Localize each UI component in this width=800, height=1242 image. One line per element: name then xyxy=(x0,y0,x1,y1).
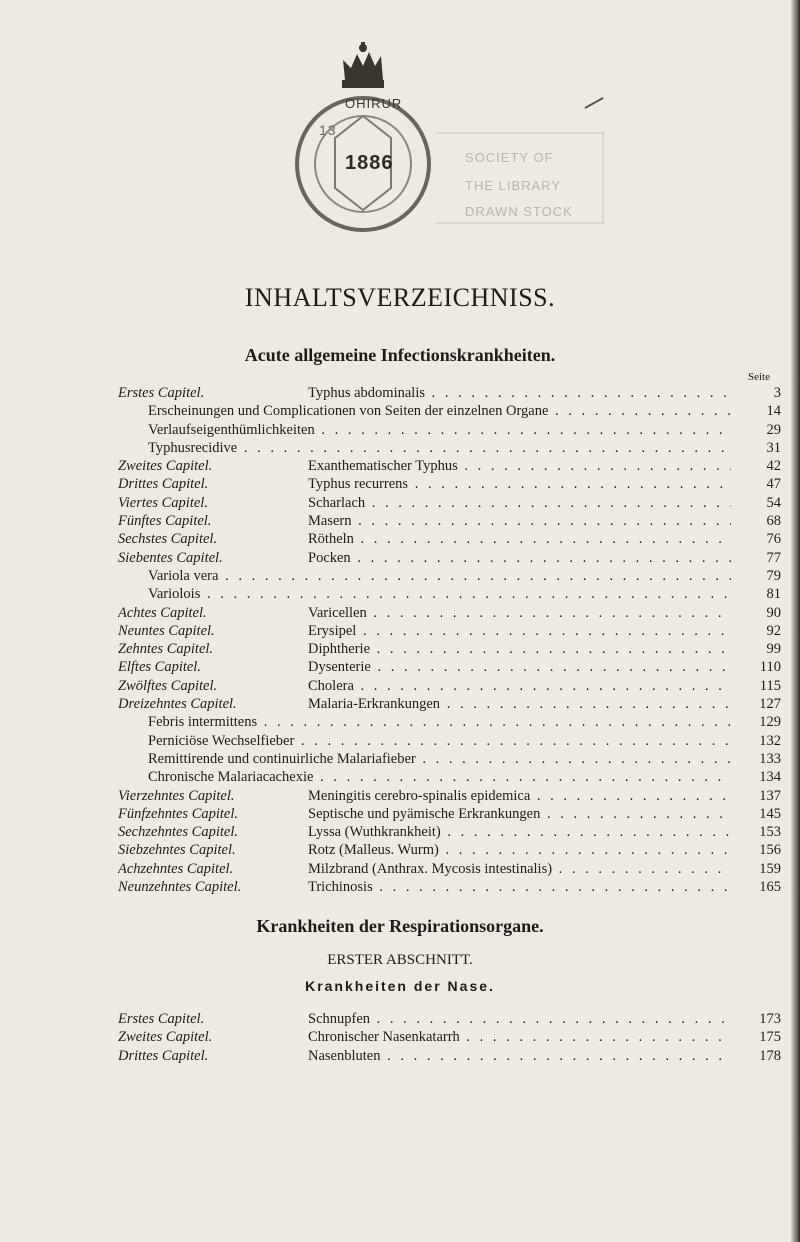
page-number: 129 xyxy=(759,714,781,731)
chapter-label: Sechzehntes Capitel. xyxy=(118,824,239,841)
section-title-respiration: Krankheiten der Respirationsorgane. xyxy=(256,916,544,936)
page-number: 29 xyxy=(766,421,781,438)
toc-entry-label xyxy=(118,494,731,512)
page-number: 3 xyxy=(773,385,781,401)
entry-title: Varicellen xyxy=(308,604,367,621)
chapter-label: Fünftes Capitel. xyxy=(118,513,212,530)
toc-entry xyxy=(118,384,781,402)
toc-entry xyxy=(118,421,781,439)
page-number: 79 xyxy=(766,567,781,584)
page-number: 132 xyxy=(759,732,781,749)
toc-entry-label xyxy=(118,768,731,786)
toc-entry xyxy=(118,841,781,859)
toc-section-infection xyxy=(118,384,781,896)
subsubsection-title: Krankheiten der Nase. xyxy=(305,978,495,994)
entry-title: Septische und pyämische Erkrankungen xyxy=(308,805,541,822)
entry-title: Masern xyxy=(308,513,352,530)
entry-title: Perniciöse Wechselfieber xyxy=(148,732,295,749)
entry-title: Remittirende und continuirliche Malariafieber xyxy=(148,750,416,767)
toc-entry xyxy=(118,677,781,695)
page-number: 54 xyxy=(766,494,781,511)
page-number: 77 xyxy=(766,549,781,566)
toc-entry-label xyxy=(118,402,731,420)
toc-entry-label xyxy=(118,640,731,658)
chapter-label: Siebzehntes Capitel. xyxy=(118,842,236,859)
chapter-label: Zehntes Capitel. xyxy=(118,641,214,658)
toc-entry xyxy=(118,823,781,841)
chapter-label: Achzehntes Capitel. xyxy=(118,860,234,877)
entry-title: Cholera xyxy=(308,677,354,694)
toc-entry-label xyxy=(118,787,731,805)
stamp-ring-text: OHIRUR xyxy=(345,96,403,111)
toc-entry xyxy=(118,402,781,420)
page-edge xyxy=(791,0,800,1242)
chapter-label: Erstes Capitel. xyxy=(118,1011,205,1027)
toc-entry xyxy=(118,878,781,896)
chapter-label: Neunzehntes Capitel. xyxy=(118,879,242,896)
entry-title: Chronische Malariacachexie xyxy=(148,769,314,786)
toc-entry-label xyxy=(118,530,731,548)
toc-entry-label xyxy=(118,512,731,530)
toc-entry xyxy=(118,1047,781,1065)
chapter-label: Achtes Capitel. xyxy=(118,604,207,621)
entry-title: Dysenterie xyxy=(308,659,371,676)
toc-entry xyxy=(118,604,781,622)
stamp-side-line-1: SOCIETY OF xyxy=(465,150,554,165)
entry-title: Schnupfen xyxy=(308,1011,371,1027)
page-number: 145 xyxy=(759,805,781,822)
toc-entry xyxy=(118,585,781,603)
chapter-label: Drittes Capitel. xyxy=(118,1047,209,1064)
chapter-label: Zweites Capitel. xyxy=(118,1029,213,1046)
entry-title: Malaria-Erkrankungen xyxy=(308,696,441,713)
entry-title: Pocken xyxy=(308,549,351,566)
stamp-side-line-2: THE LIBRARY xyxy=(465,178,562,193)
entry-title: Trichinosis xyxy=(308,879,373,896)
entry-title: Lyssa (Wuthkrankheit) xyxy=(308,824,441,841)
toc-entry-label xyxy=(118,384,731,402)
toc-entry xyxy=(118,494,781,512)
entry-title: Typhus recurrens xyxy=(308,476,409,493)
chapter-label: Dreizehntes Capitel. xyxy=(118,696,237,713)
toc-entry xyxy=(118,530,781,548)
chapter-label: Viertes Capitel. xyxy=(118,494,208,511)
toc-entry-label xyxy=(118,604,731,622)
entry-title: Scharlach xyxy=(308,494,366,511)
page-number: 110 xyxy=(759,659,781,676)
page-number: 159 xyxy=(759,860,781,877)
toc-entry xyxy=(118,439,781,457)
page-number: 156 xyxy=(759,842,781,859)
page-number: 153 xyxy=(759,824,781,841)
toc-entry xyxy=(118,658,781,676)
toc-entry xyxy=(118,475,781,493)
page-number: 31 xyxy=(766,439,781,456)
toc-entry xyxy=(118,622,781,640)
entry-title: Typhusrecidive xyxy=(148,439,238,456)
page-number: 99 xyxy=(766,641,781,658)
section-title-infection: Acute allgemeine Infectionskrankheiten. xyxy=(244,345,556,365)
entry-title: Exanthematischer Typhus xyxy=(308,458,458,475)
stamp-year: 1886 xyxy=(345,152,394,174)
chapter-label: Erstes Capitel. xyxy=(118,385,205,401)
entry-title: Diphtherie xyxy=(308,641,371,658)
toc-entry-label xyxy=(118,841,731,859)
chapter-label: Sechstes Capitel. xyxy=(118,531,218,548)
entry-title: Milzbrand (Anthrax. Mycosis intestinalis) xyxy=(308,860,553,877)
entry-title: Typhus abdominalis xyxy=(308,385,425,401)
entry-title: Variolois xyxy=(148,586,201,603)
toc-section-respiration xyxy=(118,1010,781,1065)
page-number: 178 xyxy=(759,1047,781,1064)
toc-entry-label xyxy=(118,1047,731,1065)
entry-title: Erysipel xyxy=(308,622,357,639)
toc-entry xyxy=(118,640,781,658)
toc-entry-label xyxy=(118,823,731,841)
page-number: 133 xyxy=(759,750,781,767)
toc-entry-label xyxy=(118,421,731,439)
toc-entry-label xyxy=(118,878,731,896)
toc-entry xyxy=(118,768,781,786)
toc-entry-label xyxy=(118,805,731,823)
chapter-label: Siebentes Capitel. xyxy=(118,549,223,566)
subsection-title: ERSTER ABSCHNITT. xyxy=(327,952,473,968)
page-number: 137 xyxy=(759,787,781,804)
toc-entry-label xyxy=(118,677,731,695)
toc-entry xyxy=(118,549,781,567)
toc-entry xyxy=(118,1028,781,1046)
toc-entry-label xyxy=(118,549,731,567)
toc-entry-label xyxy=(118,732,731,750)
toc-entry xyxy=(118,457,781,475)
entry-title: Chronischer Nasenkatarrh xyxy=(308,1029,460,1046)
page-number: 165 xyxy=(759,879,781,896)
toc-entry-label xyxy=(118,585,731,603)
page-number: 42 xyxy=(766,458,781,475)
page-number: 175 xyxy=(759,1029,781,1046)
page-column-label: Seite xyxy=(748,371,770,383)
page-number: 68 xyxy=(766,513,781,530)
library-stamp xyxy=(285,38,615,270)
entry-title: Erscheinungen und Complicationen von Seiten der einzelnen Organe xyxy=(148,403,549,420)
toc-entry xyxy=(118,713,781,731)
toc-entry-label xyxy=(118,439,731,457)
toc-entry-label xyxy=(118,1028,731,1046)
page-number: 81 xyxy=(766,586,781,603)
page-number: 47 xyxy=(766,476,781,493)
entry-title: Rötheln xyxy=(308,531,354,548)
toc-entry-label xyxy=(118,713,731,731)
entry-title: Variola vera xyxy=(148,567,219,584)
crown-seal-icon xyxy=(285,38,615,270)
entry-title: Nasenbluten xyxy=(308,1047,381,1064)
page-number: 76 xyxy=(766,531,781,548)
toc-entry-label xyxy=(118,860,731,878)
page-number: 173 xyxy=(759,1011,781,1027)
entry-title: Febris intermittens xyxy=(148,714,258,731)
toc-entry xyxy=(118,567,781,585)
toc-entry xyxy=(118,860,781,878)
stamp-left-numeral: 13 xyxy=(319,122,337,138)
chapter-label: Fünfzehntes Capitel. xyxy=(118,805,239,822)
chapter-label: Neuntes Capitel. xyxy=(118,622,215,639)
page-number: 115 xyxy=(759,677,781,694)
toc-entry-label xyxy=(118,658,731,676)
toc-entry xyxy=(118,787,781,805)
toc-entry-label xyxy=(118,475,731,493)
toc-entry-label xyxy=(118,1010,731,1028)
page-number: 90 xyxy=(766,604,781,621)
page-number: 127 xyxy=(759,696,781,713)
toc-entry xyxy=(118,512,781,530)
toc-entry xyxy=(118,805,781,823)
page-title: INHALTSVERZEICHNISS. xyxy=(244,283,556,312)
toc-entry-label xyxy=(118,695,731,713)
chapter-label: Elftes Capitel. xyxy=(118,659,201,676)
toc-entry xyxy=(118,695,781,713)
chapter-label: Drittes Capitel. xyxy=(118,476,209,493)
toc-entry xyxy=(118,1010,781,1028)
chapter-label: Vierzehntes Capitel. xyxy=(118,787,235,804)
toc-entry xyxy=(118,750,781,768)
toc-entry-label xyxy=(118,750,731,768)
chapter-label: Zwölftes Capitel. xyxy=(118,677,218,694)
entry-title: Rotz (Malleus. Wurm) xyxy=(308,842,439,859)
page-number: 14 xyxy=(766,403,781,420)
page-number: 92 xyxy=(766,622,781,639)
toc-entry xyxy=(118,732,781,750)
entry-title: Verlaufseigenthümlichkeiten xyxy=(148,421,315,438)
chapter-label: Zweites Capitel. xyxy=(118,458,213,475)
entry-title: Meningitis cerebro-spinalis epidemica xyxy=(308,787,531,804)
page-number: 134 xyxy=(759,769,781,786)
toc-entry-label xyxy=(118,622,731,640)
toc-entry-label xyxy=(118,457,731,475)
toc-entry-label xyxy=(118,567,731,585)
stamp-side-line-3: DRAWN STOCK xyxy=(465,204,573,219)
